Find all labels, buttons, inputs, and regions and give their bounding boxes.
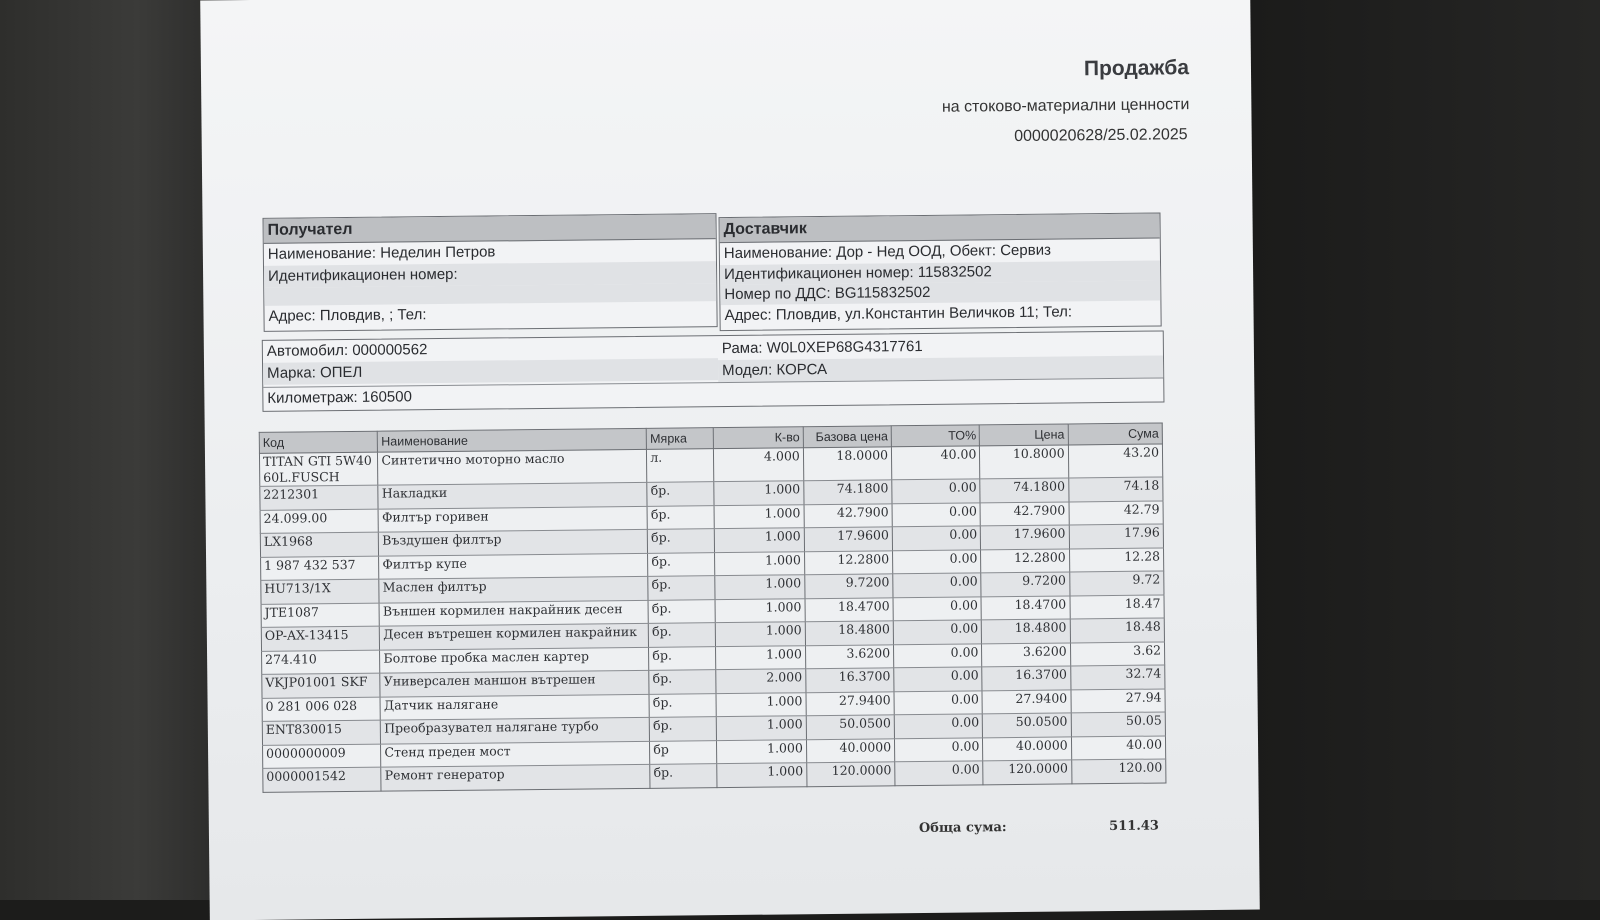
cell-qty: 1.000	[714, 528, 805, 552]
cell-base-price: 12.2800	[804, 550, 893, 574]
cell-code: 1 987 432 537	[261, 556, 380, 581]
cell-unit: бр	[650, 740, 716, 764]
cell-price: 10.8000	[980, 445, 1069, 479]
items-table	[259, 422, 1167, 792]
cell-code: 0 281 006 028	[262, 697, 381, 722]
document-number: 0000020628/25.02.2025	[1014, 126, 1188, 146]
cell-unit: бр.	[647, 482, 713, 506]
cell-name: Десен вътрешен кормилен накрайник	[380, 623, 649, 649]
cell-code: 0000000009	[263, 744, 382, 769]
cell-base-price: 27.9400	[806, 691, 895, 715]
col-header-price: Цена	[980, 424, 1068, 446]
cell-code: VKJP01001 SKF	[262, 673, 381, 698]
vehicle-mileage: Километраж: 160500	[263, 377, 1163, 409]
cell-qty: 1.000	[716, 739, 807, 763]
cell-qty: 1.000	[715, 645, 806, 669]
cell-name: Филтър горивен	[378, 506, 647, 532]
cell-discount: 0.00	[892, 502, 981, 526]
cell-code: ENT830015	[262, 720, 381, 745]
recipient-id: Идентификационен номер:	[264, 261, 716, 288]
cell-sum: 17.96	[1069, 524, 1164, 548]
cell-discount: 0.00	[894, 667, 983, 691]
cell-sum: 18.47	[1070, 594, 1165, 618]
cell-base-price: 18.0000	[803, 447, 892, 481]
cell-code: 2212301	[260, 485, 379, 510]
cell-qty: 1.000	[715, 598, 806, 622]
cell-price: 17.9600	[981, 525, 1070, 549]
cell-price: 42.7900	[980, 501, 1069, 525]
cell-qty: 1.000	[716, 716, 807, 740]
cell-sum: 120.00	[1071, 759, 1166, 783]
cell-base-price: 120.0000	[807, 762, 896, 786]
cell-qty: 1.000	[714, 551, 805, 575]
cell-name: Въздушен филтър	[379, 529, 648, 555]
recipient-box	[262, 213, 717, 332]
cell-code: LX1968	[260, 532, 379, 557]
cell-discount: 0.00	[893, 596, 982, 620]
cell-code: HU713/1X	[261, 579, 380, 604]
cell-name: Универсален маншон вътрешен	[380, 670, 649, 696]
cell-code: 24.099.00	[260, 509, 379, 534]
vehicle-brand: Марка: ОПЕЛ	[263, 358, 718, 385]
vehicle-box	[262, 330, 1165, 411]
cell-sum: 50.05	[1071, 712, 1166, 736]
col-header-base-price: Базова цена	[803, 426, 891, 448]
cell-name: Филтър купе	[379, 553, 648, 579]
cell-qty: 2.000	[715, 669, 806, 693]
cell-sum: 32.74	[1070, 665, 1165, 689]
cell-qty: 1.000	[715, 622, 806, 646]
supplier-address: Адрес: Пловдив, ул.Константин Величков 11; Тел:	[724, 303, 1073, 325]
cell-code: OP-AX-13415	[261, 626, 380, 651]
total-value: 511.43	[1109, 818, 1159, 835]
cell-base-price: 9.7200	[805, 574, 894, 598]
cell-discount: 0.00	[894, 714, 983, 738]
cell-base-price: 50.0500	[806, 715, 895, 739]
cell-qty: 1.000	[716, 763, 807, 787]
cell-discount: 0.00	[895, 761, 984, 785]
cell-qty: 4.000	[713, 448, 804, 482]
cell-unit: бр.	[648, 599, 714, 623]
cell-name: Маслен филтър	[379, 576, 648, 602]
cell-name: Синтетично моторно масло	[378, 449, 647, 485]
col-header-unit: Мярка	[646, 428, 712, 450]
cell-unit: бр.	[649, 623, 715, 647]
cell-discount: 40.00	[892, 446, 981, 480]
cell-code: 0000001542	[263, 767, 382, 792]
cell-base-price: 3.6200	[805, 644, 894, 668]
vehicle-model: Модел: КОРСА	[718, 355, 1163, 382]
background-left	[0, 0, 230, 900]
recipient-name: Наименование: Неделин Петров	[267, 243, 496, 263]
cell-unit: бр.	[649, 693, 715, 717]
cell-sum: 42.79	[1069, 500, 1164, 524]
cell-sum: 12.28	[1069, 547, 1164, 571]
cell-unit: бр.	[650, 717, 716, 741]
cell-price: 18.4700	[981, 595, 1070, 619]
cell-sum: 74.18	[1068, 477, 1163, 501]
vehicle-car: Автомобил: 000000562	[266, 341, 428, 360]
cell-sum: 40.00	[1071, 735, 1166, 759]
background-right	[1220, 0, 1600, 900]
cell-base-price: 16.3700	[806, 668, 895, 692]
cell-discount: 0.00	[893, 573, 982, 597]
supplier-vat: Номер по ДДС: BG115832502	[720, 280, 1160, 305]
supplier-heading: Доставчик	[720, 213, 1160, 243]
cell-base-price: 17.9600	[804, 527, 893, 551]
cell-unit: бр.	[649, 646, 715, 670]
vehicle-right-column	[718, 331, 1163, 382]
cell-qty: 1.000	[715, 692, 806, 716]
document-page	[200, 0, 1260, 920]
vehicle-left-column	[263, 336, 718, 385]
cell-unit: л.	[647, 449, 714, 483]
vehicle-frame: Рама: W0L0XEP68G4317761	[721, 337, 923, 358]
cell-qty: 1.000	[714, 504, 805, 528]
cell-unit: бр.	[647, 505, 713, 529]
supplier-box	[719, 212, 1162, 331]
total-label: Обща сума:	[918, 820, 1007, 837]
cell-unit: бр.	[648, 576, 714, 600]
cell-discount: 0.00	[892, 479, 981, 503]
cell-base-price: 42.7900	[804, 503, 893, 527]
cell-price: 16.3700	[982, 666, 1071, 690]
supplier-name: Наименование: Дор - Нед ООД, Обект: Сервиз	[723, 241, 1052, 263]
cell-base-price: 40.0000	[806, 738, 895, 762]
cell-sum: 27.94	[1071, 688, 1166, 712]
cell-name: Ремонт генератор	[381, 764, 650, 790]
document-subtitle: на стоково-материални ценности	[941, 96, 1190, 116]
cell-price: 74.1800	[980, 478, 1069, 502]
cell-code: JTE1087	[261, 603, 380, 628]
cell-discount: 0.00	[893, 620, 982, 644]
cell-price: 12.2800	[981, 548, 1070, 572]
cell-base-price: 18.4700	[805, 597, 894, 621]
cell-sum: 9.72	[1069, 571, 1164, 595]
cell-base-price: 18.4800	[805, 621, 894, 645]
cell-code: 274.410	[262, 650, 381, 675]
cell-price: 18.4800	[982, 619, 1071, 643]
cell-sum: 43.20	[1068, 444, 1163, 478]
cell-discount: 0.00	[894, 643, 983, 667]
col-header-discount: ТО%	[891, 425, 979, 447]
col-header-code: Код	[259, 431, 378, 453]
cell-name: Накладки	[378, 482, 647, 508]
cell-discount: 0.00	[894, 690, 983, 714]
cell-base-price: 74.1800	[804, 480, 893, 504]
col-header-sum: Сума	[1068, 423, 1163, 445]
recipient-address: Адрес: Пловдив, ; Тел:	[268, 306, 427, 325]
cell-qty: 1.000	[714, 575, 805, 599]
cell-price: 120.0000	[983, 760, 1072, 784]
cell-sum: 18.48	[1070, 618, 1165, 642]
cell-name: Преобразувател налягане турбо	[381, 717, 650, 743]
cell-name: Болтове пробка маслен картер	[380, 647, 649, 673]
document-title: Продажба	[1083, 56, 1190, 81]
cell-unit: бр.	[650, 764, 716, 788]
cell-unit: бр.	[649, 670, 715, 694]
cell-discount: 0.00	[892, 526, 981, 550]
recipient-heading: Получател	[264, 214, 716, 244]
cell-price: 9.7200	[981, 572, 1070, 596]
supplier-id: Идентификационен номер: 115832502	[720, 260, 1160, 285]
cell-sum: 3.62	[1070, 641, 1165, 665]
cell-code: TITAN GTI 5W40 60L.FUSCH	[259, 452, 378, 486]
cell-price: 27.9400	[982, 689, 1071, 713]
col-header-name: Наименование	[378, 428, 647, 452]
col-header-qty: К-во	[713, 427, 804, 449]
cell-unit: бр.	[648, 529, 714, 553]
cell-name: Външен кормилен накрайник десен	[379, 600, 648, 626]
cell-unit: бр.	[648, 552, 714, 576]
cell-price: 50.0500	[983, 713, 1072, 737]
cell-price: 40.0000	[983, 736, 1072, 760]
cell-price: 3.6200	[982, 642, 1071, 666]
cell-name: Стенд преден мост	[381, 741, 650, 767]
cell-qty: 1.000	[713, 481, 804, 505]
cell-discount: 0.00	[895, 737, 984, 761]
cell-discount: 0.00	[893, 549, 982, 573]
cell-name: Датчик налягане	[380, 694, 649, 720]
